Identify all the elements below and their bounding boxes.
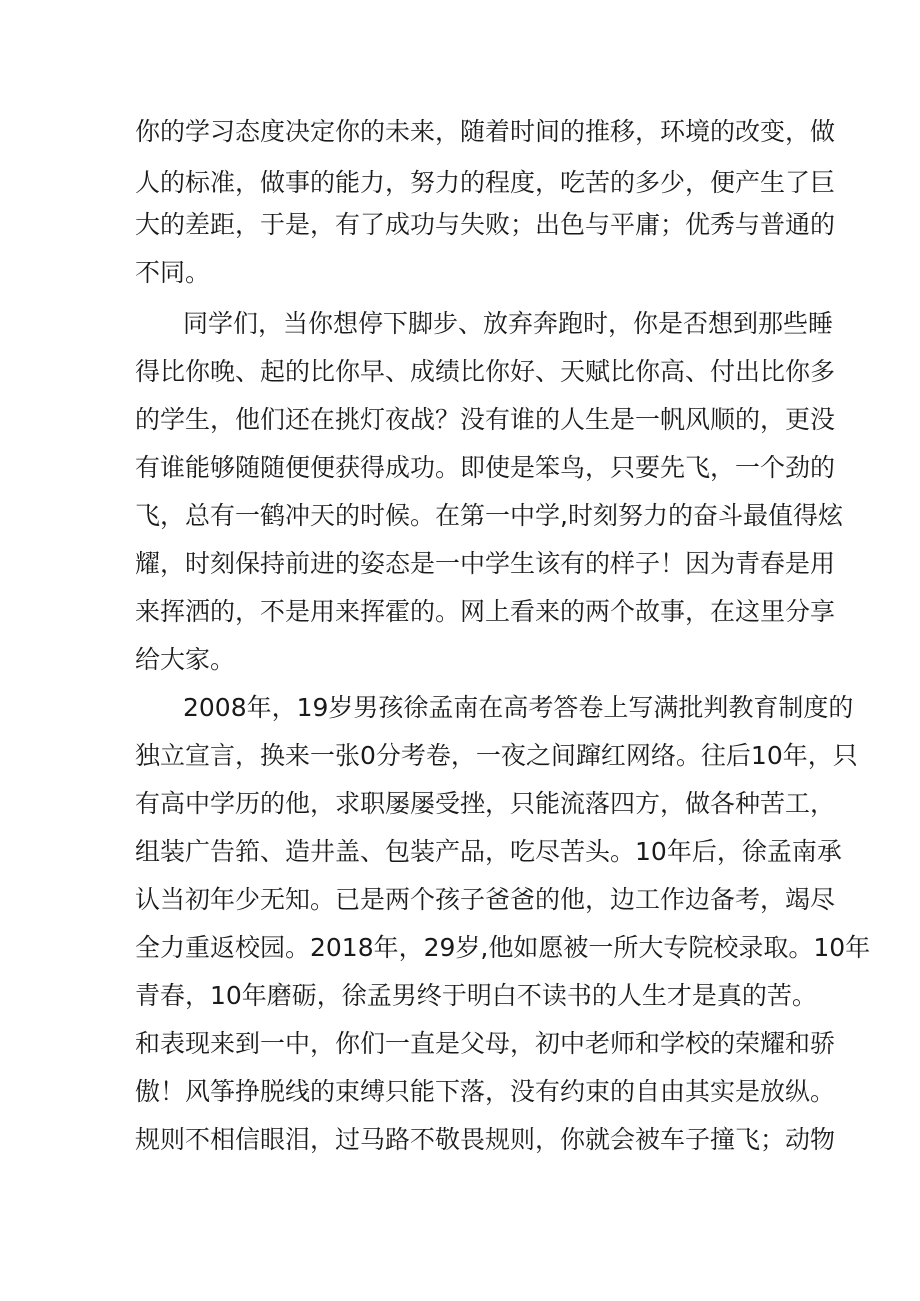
text-line: 的学生，他们还在挑灯夜战？没有谁的人生是一帆风顺的，更没 [135, 405, 836, 434]
text-line: 不同。 [135, 258, 211, 287]
text-line: 青春，10年磨砺，徐孟男终于明白不读书的人生才是真的苦。 [135, 981, 817, 1010]
text-line: 认当初年少无知。已是两个孩子爸爸的他，边工作边备考，竭尽 [135, 885, 836, 914]
text-line: 和表现来到一中，你们一直是父母，初中老师和学校的荣耀和骄 [135, 1029, 836, 1058]
text-line: 傲！风筝挣脱线的束缚只能下落，没有约束的自由其实是放纵。 [135, 1077, 836, 1106]
text-line: 耀，时刻保持前进的姿态是一中学生该有的样子！因为青春是用 [135, 549, 836, 578]
text-line: 给大家。 [135, 645, 236, 674]
paragraph-start-line: 同学们，当你想停下脚步、放弃奔跑时，你是否想到那些睡 [183, 309, 834, 338]
text-line: 组装广告筘、造井盖、包装产品，吃尽苦头。10年后，徐孟南承 [135, 837, 842, 866]
text-line: 你的学习态度决定你的未来，随着时间的推移，环境的改变，做 [135, 117, 836, 146]
text-line: 大的差距，于是，有了成功与失败；出色与平庸；优秀与普通的 [135, 210, 836, 239]
paragraph-start-line: 2008年，19岁男孩徐孟南在高考答卷上写满批判教育制度的 [183, 693, 854, 722]
text-line: 全力重返校园。2018年，29岁,他如愿被一所大专院校录取。10年 [135, 933, 871, 962]
text-line: 来挥洒的，不是用来挥霍的。网上看来的两个故事，在这里分享 [135, 597, 836, 626]
text-line: 有高中学历的他，求职屡屡受挫，只能流落四方，做各种苦工， [135, 789, 836, 818]
text-line: 人的标准，做事的能力，努力的程度，吃苦的多少，便产生了巨 [135, 168, 836, 197]
text-line: 规则不相信眼泪，过马路不敬畏规则，你就会被车子撞飞；动物 [135, 1125, 836, 1154]
text-line: 飞，总有一鹤冲天的时候。在第一中学,时刻努力的奋斗最值得炫 [135, 501, 843, 530]
text-line: 独立宣言，换来一张0分考卷，一夜之间蹿红网络。往后10年，只 [135, 741, 858, 770]
text-line: 有谁能够随随便便获得成功。即使是笨鸟，只要先飞，一个劲的 [135, 453, 836, 482]
text-line: 得比你晚、起的比你早、成绩比你好、天赋比你高、付出比你多 [135, 357, 836, 386]
